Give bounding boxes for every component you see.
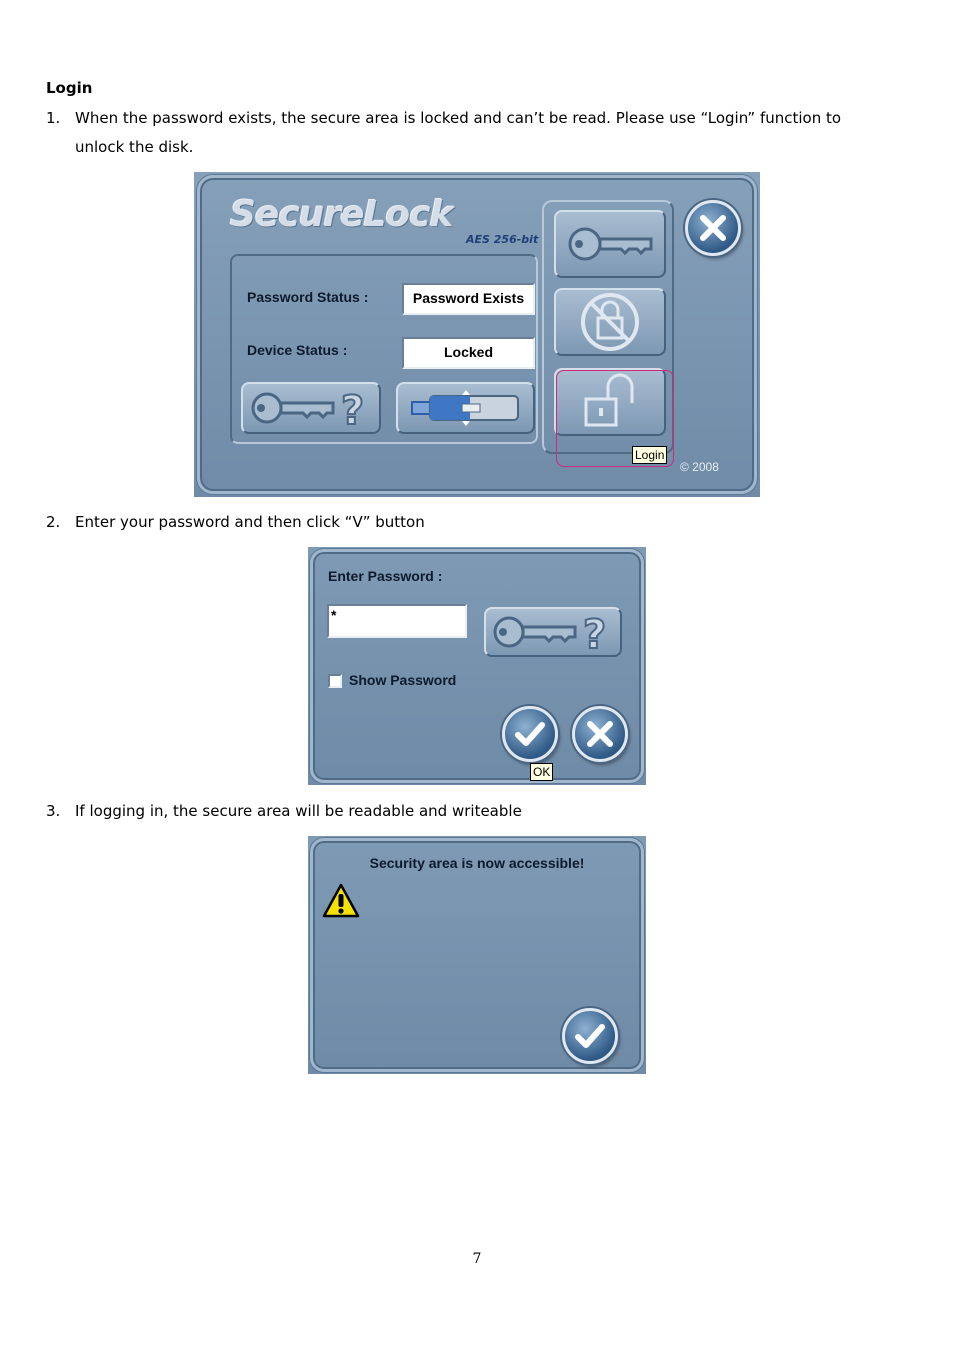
cancel-button[interactable] — [572, 706, 628, 762]
step-text-line1: Enter your password and then click “V” button — [75, 513, 425, 531]
svg-text:?: ? — [341, 388, 365, 428]
close-button[interactable] — [685, 200, 741, 256]
message-dialog — [308, 836, 646, 1074]
aes-label: AES 256-bit — [466, 233, 539, 246]
checkmark-icon — [574, 1022, 606, 1050]
copyright-text: © 2008 — [680, 460, 719, 474]
step-text-line2: unlock the disk. — [75, 138, 194, 156]
key-icon — [565, 222, 655, 266]
ok-tooltip: OK — [530, 763, 553, 781]
password-status-label: Password Status : — [247, 289, 369, 305]
securelock-main-window — [194, 172, 760, 497]
key-question-icon — [491, 612, 615, 652]
step-text-line1: When the password exists, the secure area is locked and can’t be read. Please use “Login” function to — [75, 109, 842, 127]
checkmark-icon — [514, 720, 546, 748]
set-password-button[interactable] — [554, 210, 666, 278]
ok-button[interactable] — [562, 1008, 618, 1064]
no-lock-icon — [578, 290, 642, 354]
login-tooltip: Login — [632, 446, 667, 464]
password-dialog — [308, 547, 646, 785]
show-password-checkbox[interactable] — [328, 674, 342, 688]
close-icon — [585, 719, 615, 749]
password-hint-button[interactable] — [484, 607, 622, 657]
password-status-field: Password Exists — [402, 283, 535, 315]
step-number: 1. — [46, 109, 61, 127]
step-2 — [46, 508, 926, 537]
warning-icon — [322, 882, 360, 920]
show-password-label: Show Password — [349, 672, 457, 688]
step-number: 3. — [46, 802, 61, 820]
remove-password-button[interactable] — [554, 288, 666, 356]
svg-text:?: ? — [583, 612, 607, 652]
usb-device-button[interactable] — [396, 382, 535, 434]
device-status-field: Locked — [402, 337, 535, 369]
ok-button[interactable] — [502, 706, 558, 762]
step-number: 2. — [46, 513, 61, 531]
usb-drive-icon — [406, 388, 526, 428]
close-icon — [698, 213, 728, 243]
page-number: 7 — [472, 1251, 482, 1267]
enter-password-label: Enter Password : — [328, 568, 443, 584]
device-status-label: Device Status : — [247, 342, 348, 358]
step-1 — [46, 104, 926, 162]
key-question-icon — [249, 388, 373, 428]
section-title: Login — [46, 79, 93, 97]
securelock-logo: SecureLock — [230, 194, 453, 235]
step-text-line1: If logging in, the secure area will be readable and writeable — [75, 802, 522, 820]
password-hint-button[interactable] — [241, 382, 381, 434]
step-3 — [46, 797, 926, 826]
password-input[interactable]: * — [327, 604, 467, 638]
success-message: Security area is now accessible! — [369, 855, 585, 871]
